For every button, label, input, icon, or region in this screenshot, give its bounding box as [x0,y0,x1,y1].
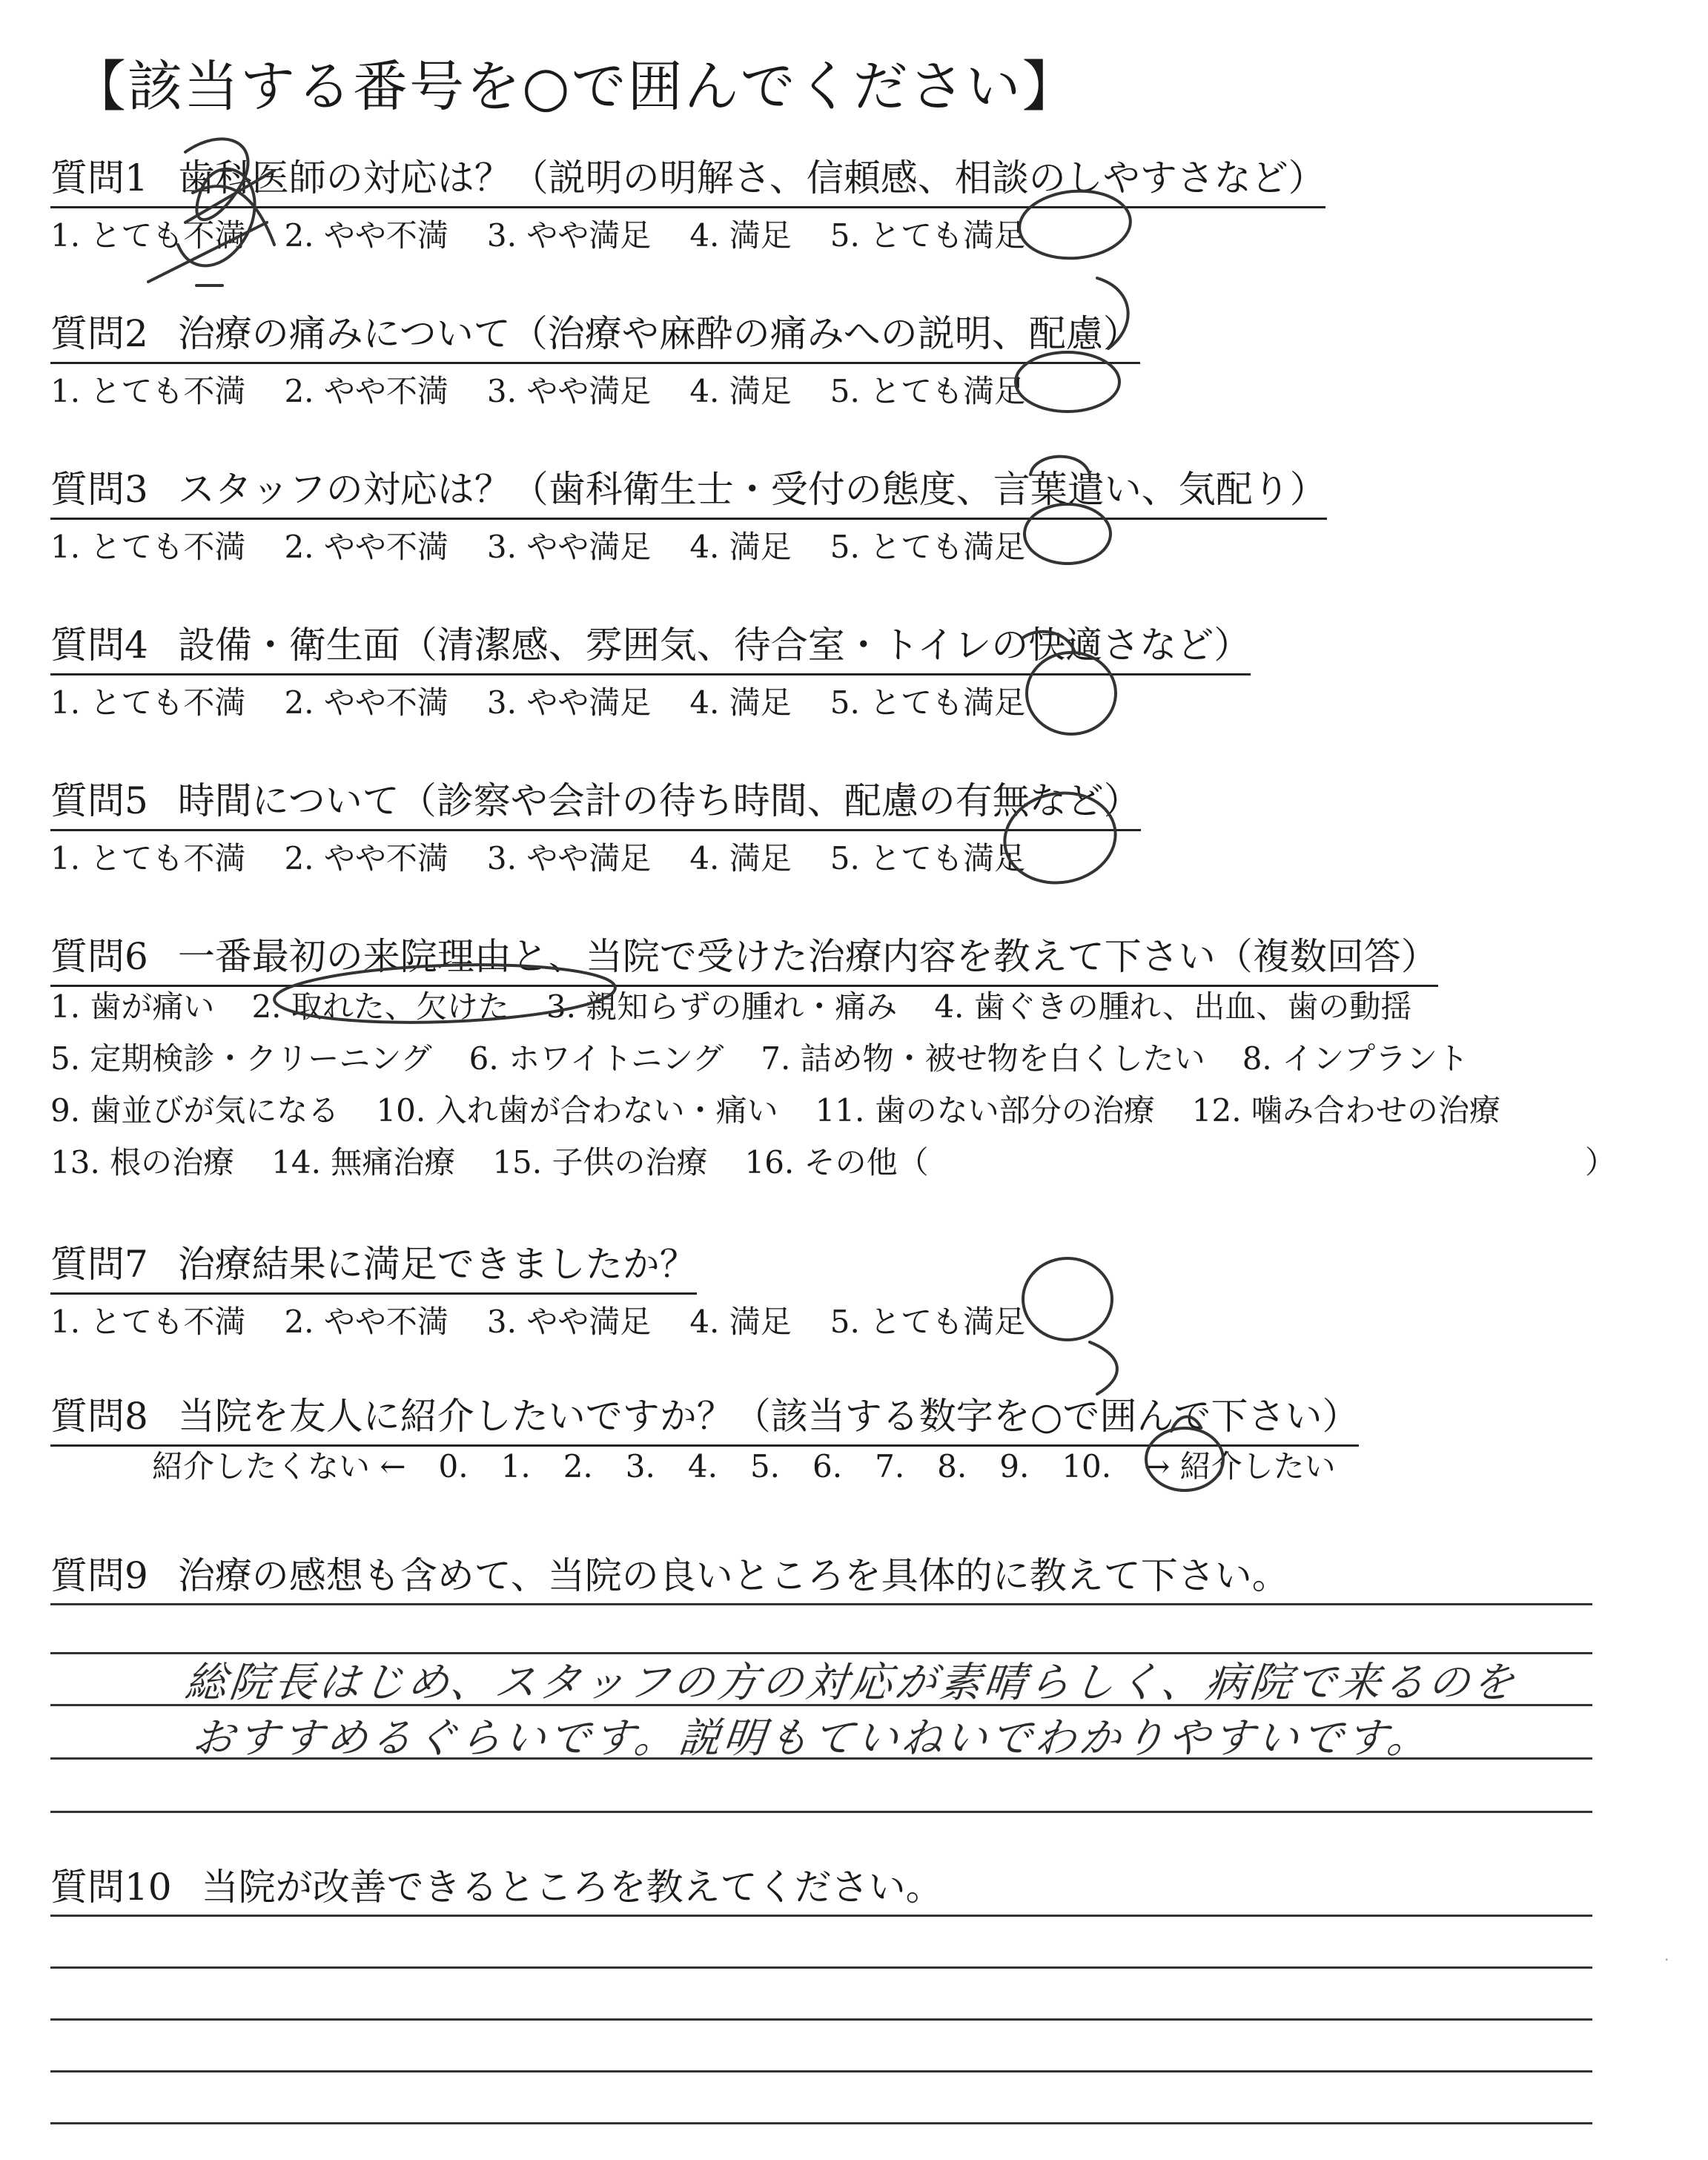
q6-option[interactable]: 8. インプラント [1242,1040,1469,1077]
scale-value[interactable]: 1. [500,1448,531,1484]
q6-option[interactable]: 7. 詰め物・被せ物を白くしたい [761,1040,1205,1077]
pen-stroke [1090,1342,1117,1394]
scale-value[interactable]: 8. [937,1448,967,1484]
q6-option[interactable]: 3. 親知らずの腫れ・痛み [546,988,898,1025]
q6-option[interactable]: 12. 噛み合わせの治療 [1191,1092,1500,1129]
q6-option[interactable]: 1. 歯が痛い [50,988,215,1025]
option-5[interactable]: 5. とても満足 [830,373,1026,409]
option-2[interactable]: 2. やや不満 [284,840,448,876]
option-2[interactable]: 2. やや不満 [284,1304,448,1340]
question-number: 質問3 [50,468,148,511]
question-text: 当院が改善できるところを教えてください。 [201,1866,943,1909]
option-2[interactable]: 2. やや不満 [284,684,448,721]
option-5[interactable]: 5. とても満足 [830,529,1026,565]
q6-option[interactable]: 5. 定期検診・クリーニング [50,1040,432,1077]
option-3[interactable]: 3. やや満足 [486,840,652,876]
option-1[interactable]: 1. とても不満 [50,373,246,409]
q6-option[interactable]: 13. 根の治療 [50,1144,235,1180]
scale-value-selected[interactable]: 10. [1062,1448,1112,1484]
option-1[interactable]: 1. とても不満 [50,529,246,565]
option-1[interactable]: 1. とても不満 [50,684,246,721]
scale-value[interactable]: 9. [999,1448,1030,1484]
option-5[interactable]: 5. とても満足 [830,1304,1026,1340]
q6-option[interactable]: 4. 歯ぐきの腫れ、出血、歯の動揺 [934,988,1412,1025]
q6-option[interactable]: 11. 歯のない部分の治療 [815,1092,1155,1129]
question-text: 歯科医師の対応は？（説明の明解さ、信頼感、相談のしやすさなど） [177,156,1325,199]
option-3[interactable]: 3. やや満足 [486,529,652,565]
question-number: 質問4 [50,624,148,667]
scale-left-label: 紹介したくない ← [152,1448,406,1484]
option-3[interactable]: 3. やや満足 [486,684,652,721]
q6-option[interactable]: 14. 無痛治療 [271,1144,456,1180]
q6-option[interactable]: 15. 子供の治療 [492,1144,708,1180]
scale-value[interactable]: 3. [625,1448,655,1484]
question-number: 質問7 [50,1243,148,1286]
question-number: 質問10 [50,1866,172,1909]
question-text: 時間について（診察や会計の待ち時間、配慮の有無など） [177,779,1141,822]
question-number: 質問9 [50,1554,148,1597]
q6-option-other[interactable]: 16. その他（ [744,1144,929,1180]
option-4[interactable]: 4. 満足 [689,217,792,254]
q6-option[interactable]: 6. ホワイトニング [469,1040,724,1077]
selection-circle [1016,187,1133,263]
scale-value[interactable]: 0. [438,1448,469,1484]
question-number: 質問1 [50,156,148,199]
scale-value[interactable]: 4. [687,1448,718,1484]
question-text: 設備・衛生面（清潔感、雰囲気、待合室・トイレの快適さなど） [177,624,1251,667]
option-3[interactable]: 3. やや満足 [486,1304,652,1340]
pen-stroke [1030,457,1090,475]
scale-value[interactable]: 5. [749,1448,781,1484]
stray-mark: · [1664,1951,1669,1969]
q6-other-close-paren: ） [1585,1144,1617,1180]
handwritten-answer-line-1[interactable]: 総院長はじめ、スタッフの方の対応が素晴らしく、病院で来るのを [182,1659,1520,1707]
option-1[interactable]: 1. とても不満 [50,840,246,876]
selection-circle [1146,1428,1223,1490]
question-text: 治療結果に満足できましたか？ [177,1243,697,1286]
question-number: 質問6 [50,935,148,978]
option-1[interactable]: 1. とても不満 [50,1304,246,1340]
selection-circle [274,960,616,1028]
scale-value[interactable]: 6. [812,1448,843,1484]
scribble-mark [148,171,274,285]
page-heading: 【該当する番号を○で囲んでください】 [71,55,1079,119]
selection-circle [1025,504,1110,564]
option-1[interactable]: 1. とても不満 [50,217,246,254]
option-2[interactable]: 2. やや不満 [284,373,448,409]
handwritten-answer-line-2[interactable]: おすすめるぐらいです。説明もていねいでわかりやすいです。 [190,1714,1434,1763]
option-5[interactable]: 5. とても満足 [830,217,1026,254]
question-text: 当院を友人に紹介したいですか？（該当する数字を○で囲んで下さい） [177,1395,1360,1438]
pen-stroke [1097,278,1128,349]
pen-stroke [1023,632,1075,653]
scale-value[interactable]: 7. [875,1448,905,1484]
question-text: 治療の痛みについて（治療や麻酔の痛みへの説明、配慮） [177,312,1140,355]
q6-option[interactable]: 10. 入れ歯が合わない・痛い [376,1092,778,1129]
option-4[interactable]: 4. 満足 [689,373,792,409]
option-2[interactable]: 2. やや不満 [284,217,448,254]
question-number: 質問8 [50,1395,148,1438]
option-4[interactable]: 4. 満足 [689,529,792,565]
option-4[interactable]: 4. 満足 [689,1304,792,1340]
question-number: 質問2 [50,312,148,355]
selection-circle [998,785,1123,891]
question-text: 治療の感想も含めて、当院の良いところを具体的に教えて下さい。 [177,1554,1289,1597]
selection-circle [1023,1258,1112,1340]
option-2[interactable]: 2. やや不満 [284,529,448,565]
q6-option-selected[interactable]: 2. 取れた、欠けた [251,988,509,1025]
option-4[interactable]: 4. 満足 [689,684,792,721]
question-text: 一番最初の来院理由と、当院で受けた治療内容を教えて下さい（複数回答） [177,935,1438,978]
scale-right-label: → 紹介したい [1144,1448,1336,1484]
question-number: 質問5 [50,779,148,822]
q6-option[interactable]: 9. 歯並びが気になる [50,1092,340,1129]
scale-value[interactable]: 2. [563,1448,593,1484]
selection-circle [1027,653,1116,734]
option-4[interactable]: 4. 満足 [689,840,792,876]
selection-circle [1016,352,1119,412]
option-5[interactable]: 5. とても満足 [830,684,1026,721]
option-3[interactable]: 3. やや満足 [486,373,652,409]
option-5[interactable]: 5. とても満足 [830,840,1026,876]
question-text: スタッフの対応は？（歯科衛生士・受付の態度、言葉遣い、気配り） [177,468,1327,511]
option-3[interactable]: 3. やや満足 [486,217,652,254]
